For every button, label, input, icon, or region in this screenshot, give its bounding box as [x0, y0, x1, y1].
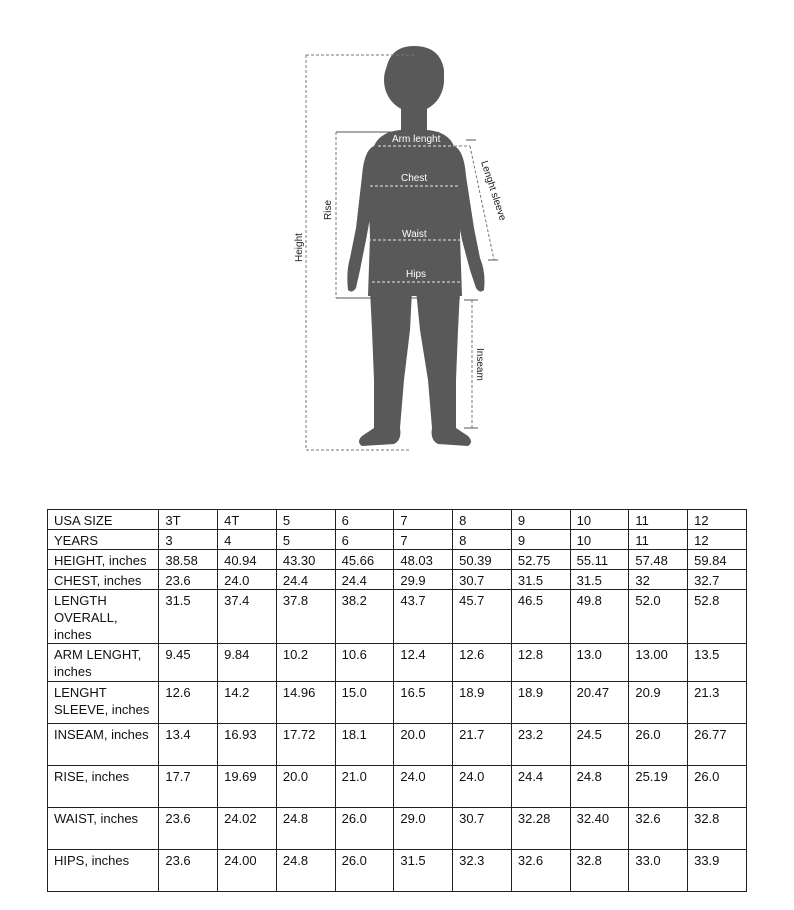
table-cell: 45.7	[453, 590, 512, 644]
table-cell: 50.39	[453, 550, 512, 570]
table-cell: 13.0	[570, 644, 629, 682]
table-cell: 18.9	[453, 682, 512, 724]
table-cell: 32.8	[570, 850, 629, 892]
table-cell: 6	[335, 530, 394, 550]
table-cell: 21.0	[335, 766, 394, 808]
row-label: LENGHT SLEEVE, inches	[48, 682, 159, 724]
table-cell: 38.58	[159, 550, 218, 570]
table-cell: 7	[394, 530, 453, 550]
table-cell: 31.5	[394, 850, 453, 892]
inseam-label: Inseam	[474, 348, 485, 381]
table-cell: 9	[511, 510, 570, 530]
table-cell: 9.84	[218, 644, 277, 682]
table-cell: 12	[688, 530, 747, 550]
table-cell: 16.5	[394, 682, 453, 724]
table-cell: 23.6	[159, 808, 218, 850]
table-cell: 10.2	[276, 644, 335, 682]
table-cell: 24.0	[394, 766, 453, 808]
table-cell: 29.9	[394, 570, 453, 590]
table-cell: 24.00	[218, 850, 277, 892]
table-cell: 6	[335, 510, 394, 530]
table-row	[48, 530, 747, 550]
table-cell: 43.7	[394, 590, 453, 644]
table-cell: 12.6	[159, 682, 218, 724]
table-cell: 9.45	[159, 644, 218, 682]
table-cell: 10	[570, 510, 629, 530]
table-row	[48, 682, 747, 724]
table-cell: 8	[453, 510, 512, 530]
hips-label: Hips	[406, 269, 427, 280]
waist-label: Waist	[402, 229, 427, 240]
table-cell: 4	[218, 530, 277, 550]
table-cell: 12	[688, 510, 747, 530]
table-cell: 26.0	[335, 808, 394, 850]
table-cell: 24.0	[453, 766, 512, 808]
table-cell: 24.4	[335, 570, 394, 590]
table-cell: 55.11	[570, 550, 629, 570]
table-row	[48, 590, 747, 644]
table-row	[48, 808, 747, 850]
table-cell: 23.6	[159, 850, 218, 892]
table-cell: 13.00	[629, 644, 688, 682]
size-chart-table	[47, 509, 747, 892]
row-label: CHEST, inches	[48, 570, 159, 590]
table-cell: 31.5	[159, 590, 218, 644]
table-cell: 32	[629, 570, 688, 590]
chest-label: Chest	[401, 173, 428, 184]
table-cell: 24.02	[218, 808, 277, 850]
table-cell: 32.3	[453, 850, 512, 892]
table-cell: 20.0	[276, 766, 335, 808]
table-row	[48, 510, 747, 530]
table-cell: 24.8	[276, 808, 335, 850]
table-cell: 25.19	[629, 766, 688, 808]
table-cell: 19.69	[218, 766, 277, 808]
rise-label: Rise	[323, 199, 334, 220]
table-cell: 26.0	[629, 724, 688, 766]
table-cell: 15.0	[335, 682, 394, 724]
table-cell: 32.40	[570, 808, 629, 850]
table-row	[48, 644, 747, 682]
table-cell: 13.5	[688, 644, 747, 682]
sleeve-length-label: Lenght sleeve	[478, 159, 508, 223]
table-cell: 16.93	[218, 724, 277, 766]
table-cell: 17.72	[276, 724, 335, 766]
table-cell: 20.9	[629, 682, 688, 724]
table-cell: 4T	[218, 510, 277, 530]
table-cell: 59.84	[688, 550, 747, 570]
table-cell: 7	[394, 510, 453, 530]
table-cell: 18.9	[511, 682, 570, 724]
table-row	[48, 766, 747, 808]
row-label: YEARS	[48, 530, 159, 550]
table-cell: 43.30	[276, 550, 335, 570]
table-cell: 52.0	[629, 590, 688, 644]
table-cell: 24.4	[511, 766, 570, 808]
table-cell: 49.8	[570, 590, 629, 644]
table-cell: 32.8	[688, 808, 747, 850]
table-cell: 23.6	[159, 570, 218, 590]
table-cell: 32.6	[511, 850, 570, 892]
table-cell: 24.0	[218, 570, 277, 590]
table-cell: 14.96	[276, 682, 335, 724]
row-label: USA SIZE	[48, 510, 159, 530]
row-label: RISE, inches	[48, 766, 159, 808]
row-label: INSEAM, inches	[48, 724, 159, 766]
table-cell: 11	[629, 530, 688, 550]
table-cell: 24.8	[570, 766, 629, 808]
table-cell: 37.8	[276, 590, 335, 644]
height-label: Height	[294, 233, 305, 262]
table-cell: 21.3	[688, 682, 747, 724]
table-cell: 37.4	[218, 590, 277, 644]
table-row	[48, 550, 747, 570]
table-cell: 52.75	[511, 550, 570, 570]
table-cell: 26.0	[335, 850, 394, 892]
table-cell: 21.7	[453, 724, 512, 766]
row-label: HIPS, inches	[48, 850, 159, 892]
table-cell: 32.7	[688, 570, 747, 590]
table-cell: 20.0	[394, 724, 453, 766]
table-cell: 24.4	[276, 570, 335, 590]
child-silhouette	[347, 46, 484, 446]
table-cell: 48.03	[394, 550, 453, 570]
table-cell: 45.66	[335, 550, 394, 570]
table-cell: 29.0	[394, 808, 453, 850]
table-cell: 31.5	[511, 570, 570, 590]
arm-length-label: Arm lenght	[392, 134, 441, 145]
row-label: ARM LENGHT, inches	[48, 644, 159, 682]
table-cell: 18.1	[335, 724, 394, 766]
row-label: HEIGHT, inches	[48, 550, 159, 570]
table-cell: 20.47	[570, 682, 629, 724]
table-cell: 24.5	[570, 724, 629, 766]
table-row	[48, 570, 747, 590]
table-cell: 17.7	[159, 766, 218, 808]
table-row	[48, 850, 747, 892]
table-cell: 3	[159, 530, 218, 550]
table-cell: 23.2	[511, 724, 570, 766]
table-cell: 38.2	[335, 590, 394, 644]
table-cell: 26.77	[688, 724, 747, 766]
table-cell: 12.6	[453, 644, 512, 682]
table-cell: 5	[276, 530, 335, 550]
row-label: LENGTH OVERALL, inches	[48, 590, 159, 644]
table-cell: 33.0	[629, 850, 688, 892]
table-cell: 26.0	[688, 766, 747, 808]
table-cell: 30.7	[453, 808, 512, 850]
table-cell: 12.8	[511, 644, 570, 682]
table-cell: 14.2	[218, 682, 277, 724]
table-cell: 11	[629, 510, 688, 530]
table-cell: 31.5	[570, 570, 629, 590]
row-label: WAIST, inches	[48, 808, 159, 850]
table-cell: 3T	[159, 510, 218, 530]
table-cell: 10	[570, 530, 629, 550]
table-cell: 32.28	[511, 808, 570, 850]
table-cell: 12.4	[394, 644, 453, 682]
table-cell: 13.4	[159, 724, 218, 766]
table-cell: 10.6	[335, 644, 394, 682]
table-cell: 8	[453, 530, 512, 550]
table-cell: 57.48	[629, 550, 688, 570]
table-cell: 52.8	[688, 590, 747, 644]
table-row	[48, 724, 747, 766]
table-cell: 24.8	[276, 850, 335, 892]
table-cell: 33.9	[688, 850, 747, 892]
table-cell: 5	[276, 510, 335, 530]
table-cell: 32.6	[629, 808, 688, 850]
table-cell: 9	[511, 530, 570, 550]
table-cell: 40.94	[218, 550, 277, 570]
table-cell: 46.5	[511, 590, 570, 644]
table-cell: 30.7	[453, 570, 512, 590]
